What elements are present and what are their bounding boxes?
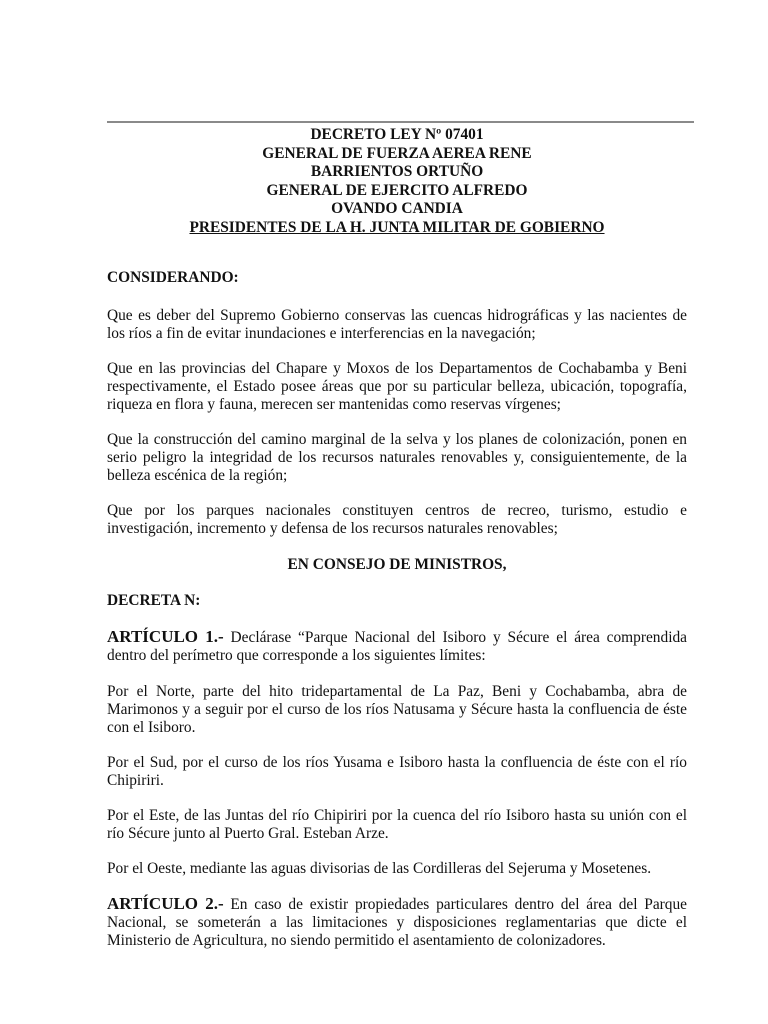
heading-line: PRESIDENTES DE LA H. JUNTA MILITAR DE GOBIERNO xyxy=(189,218,605,236)
limite-norte: Por el Norte, parte del hito tridepartamental de La Paz, Beni y Cochabamba, abra de Marimonos y a seguir por el curso de los ríos Natusama y Sécure hasta la confluencia de éste con el Isiboro. xyxy=(107,683,687,736)
articulo-1-text: Declárase “Parque Nacional del Isiboro y Sécure el área comprendida dentro del perímetro que corresponde a los siguientes límites: xyxy=(107,629,687,664)
articulo-2-text: En caso de existir propiedades particulares dentro del área del Parque Nacional, se someterán a las limitaciones y disposiciones reglamentarias que dicte el Ministerio de Agricultura, no siendo permitido el asentamiento de colonizadores. xyxy=(107,896,688,949)
decree-heading xyxy=(107,126,687,237)
considerando-paragraph: Que por los parques nacionales constituyen centros de recreo, turismo, estudio e investigación, incremento y defensa de los recursos naturales renovables; xyxy=(107,502,687,537)
articulo-2 xyxy=(107,895,687,950)
limite-oeste: Por el Oeste, mediante las aguas divisorias de las Cordilleras del Sejeruma y Mosetenes. xyxy=(107,860,652,877)
considerando-paragraph: Que es deber del Supremo Gobierno conservas las cuencas hidrográficas y las nacientes de los ríos a fin de evitar inundaciones e interferencias en la navegación; xyxy=(107,307,687,342)
considerando-title: CONSIDERANDO: xyxy=(107,269,239,286)
limite-sud: Por el Sud, por el curso de los ríos Yusama e Isiboro hasta la confluencia de éste con el río Chipiriri. xyxy=(107,754,687,789)
considerando-paragraph: Que la construcción del camino marginal de la selva y los planes de colonización, ponen en serio peligro la integridad de los recursos naturales renovables y, consiguientemente, de la belleza escénica de la región; xyxy=(107,431,687,484)
articulo-2-label: ARTÍCULO 2.- xyxy=(107,894,224,913)
decreta-title: DECRETA N: xyxy=(107,592,201,609)
articulo-1 xyxy=(107,628,687,665)
heading-line: OVANDO CANDIA xyxy=(331,200,463,217)
articulo-1-label: ARTÍCULO 1.- xyxy=(107,627,224,646)
consejo-title: EN CONSEJO DE MINISTROS, xyxy=(287,556,507,573)
limite-este: Por el Este, de las Juntas del río Chipiriri por la cuenca del río Isiboro hasta su unión con el río Sécure junto al Puerto Gral. Esteban Arze. xyxy=(107,807,687,842)
heading-line: DECRETO LEY Nº 07401 xyxy=(310,126,484,143)
heading-line: BARRIENTOS ORTUÑO xyxy=(310,163,484,180)
top-divider xyxy=(107,121,694,123)
document-body xyxy=(107,126,687,950)
considerando-paragraph: Que en las provincias del Chapare y Moxos de los Departamentos de Cochabamba y Beni respectivamente, el Estado posee áreas que por su particular belleza, ubicación, topografía, riqueza en flora y fauna, merecen ser mantenidas como reservas vírgenes; xyxy=(107,360,687,413)
heading-line: GENERAL DE EJERCITO ALFREDO xyxy=(266,181,528,199)
heading-line: GENERAL DE FUERZA AEREA RENE xyxy=(262,144,532,162)
